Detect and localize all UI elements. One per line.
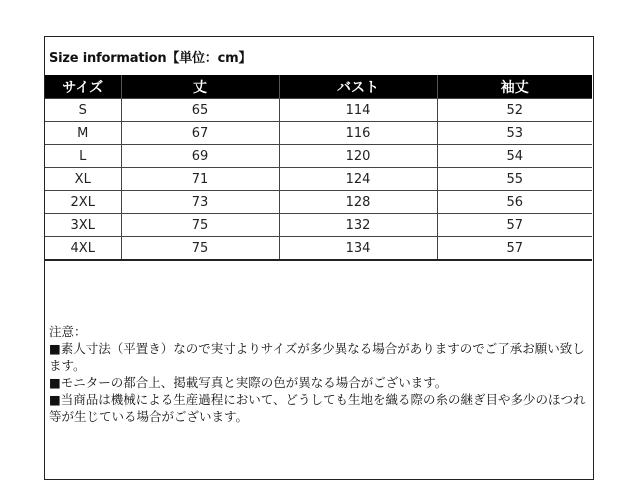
header-length: 丈	[121, 75, 279, 99]
table-row	[45, 99, 592, 122]
cell-length: 73	[121, 191, 279, 214]
cell-sleeve: 56	[437, 191, 592, 214]
table-header-row	[45, 75, 592, 99]
cell-bust: 132	[279, 214, 437, 237]
cell-bust: 120	[279, 145, 437, 168]
cell-length: 67	[121, 122, 279, 145]
cell-length: 71	[121, 168, 279, 191]
cell-size: S	[45, 99, 121, 122]
cell-length: 75	[121, 214, 279, 237]
cell-bust: 134	[279, 237, 437, 261]
table-row	[45, 145, 592, 168]
cell-size: M	[45, 122, 121, 145]
cell-size: 3XL	[45, 214, 121, 237]
header-size: サイズ	[45, 75, 121, 99]
table-row	[45, 191, 592, 214]
note-item: ■当商品は機械による生産過程において、どうしても生地を織る際の糸の継ぎ目や多少のほつれ等が生じている場合がございます。	[49, 392, 586, 424]
cell-size: 4XL	[45, 237, 121, 261]
cell-size: 2XL	[45, 191, 121, 214]
cell-length: 75	[121, 237, 279, 261]
table-row	[45, 214, 592, 237]
cell-length: 65	[121, 99, 279, 122]
header-sleeve: 袖丈	[437, 75, 592, 99]
cell-size: L	[45, 145, 121, 168]
chart-title: Size information【単位：cm】	[49, 51, 252, 66]
cell-bust: 124	[279, 168, 437, 191]
size-table	[45, 75, 592, 261]
table-row	[45, 122, 592, 145]
notes-section	[49, 323, 589, 425]
notes-heading: 注意：	[49, 324, 87, 339]
cell-sleeve: 53	[437, 122, 592, 145]
note-item: ■モニターの都合上、掲載写真と実際の色が異なる場合がございます。	[49, 375, 448, 390]
table-row	[45, 168, 592, 191]
table-row	[45, 237, 592, 261]
cell-sleeve: 55	[437, 168, 592, 191]
cell-sleeve: 52	[437, 99, 592, 122]
cell-sleeve: 57	[437, 237, 592, 261]
header-bust: バスト	[279, 75, 437, 99]
cell-bust: 128	[279, 191, 437, 214]
cell-bust: 116	[279, 122, 437, 145]
size-chart-frame	[44, 36, 594, 480]
cell-length: 69	[121, 145, 279, 168]
cell-sleeve: 54	[437, 145, 592, 168]
cell-size: XL	[45, 168, 121, 191]
note-item: ■素人寸法（平置き）なので実寸よりサイズが多少異なる場合がありますのでご了承お願い致します。	[49, 341, 585, 373]
cell-bust: 114	[279, 99, 437, 122]
cell-sleeve: 57	[437, 214, 592, 237]
